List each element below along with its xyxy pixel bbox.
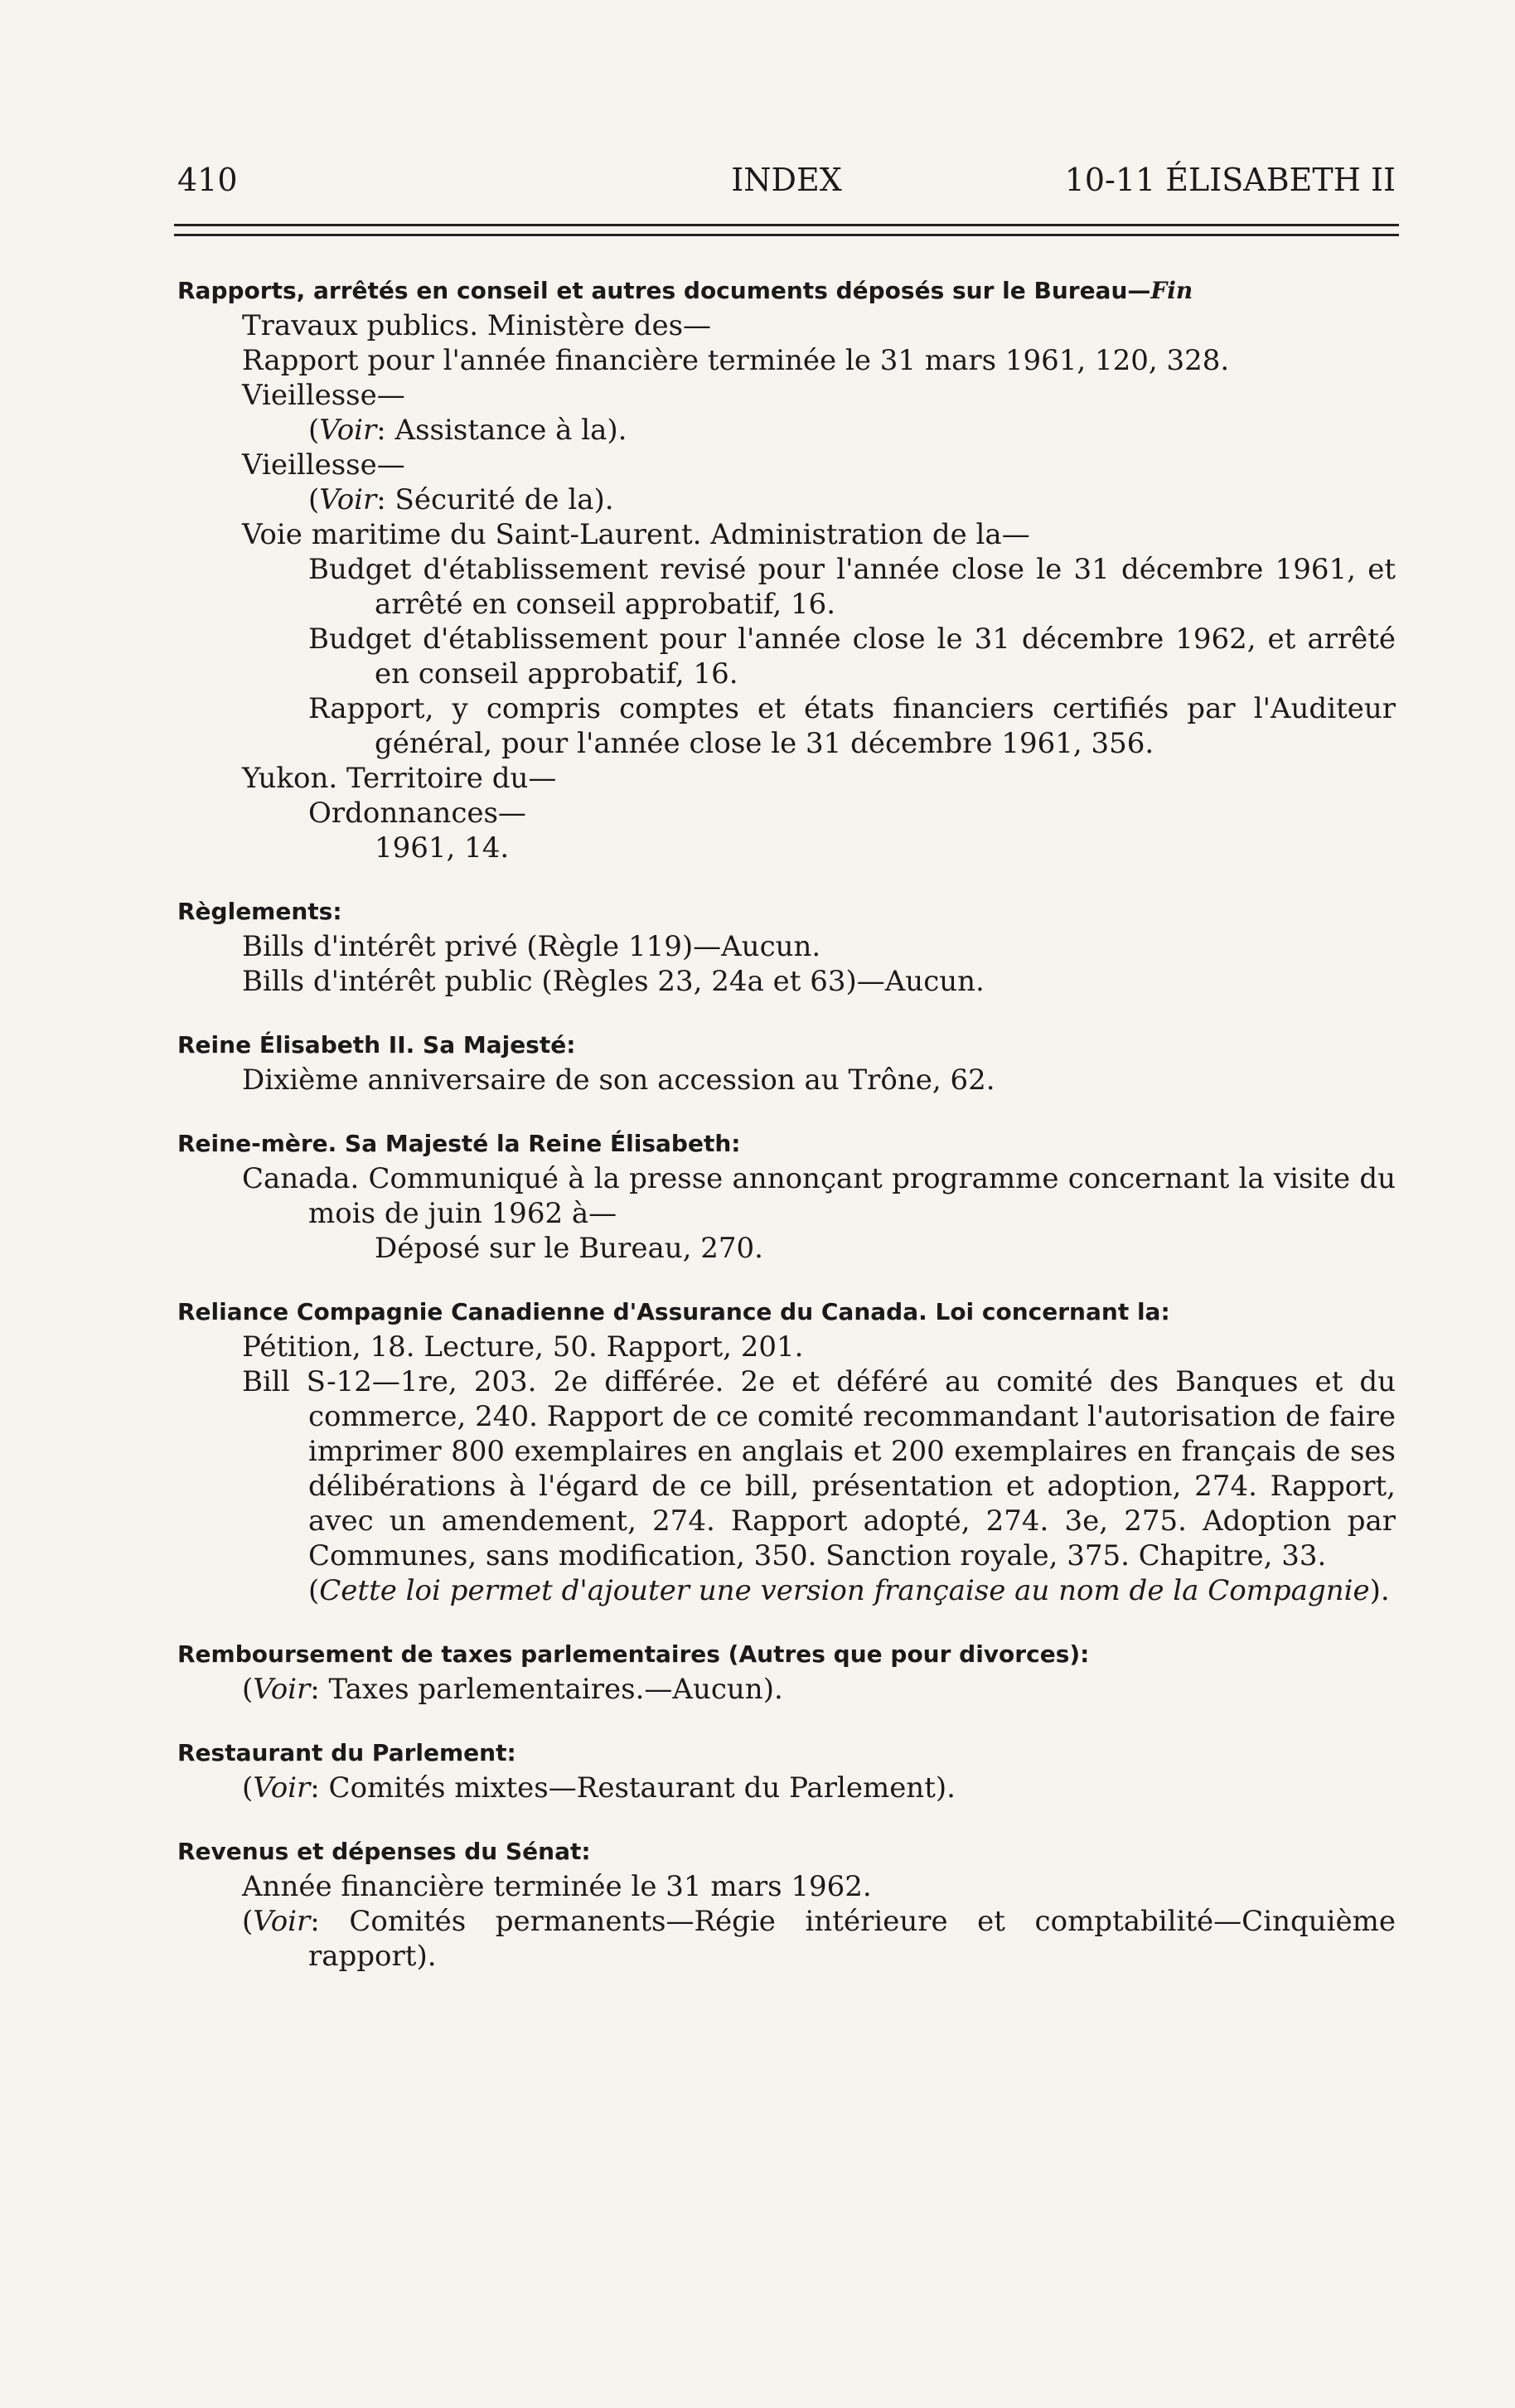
section-reine-mere [177,1126,1396,1266]
section-heading: Reine-mère. Sa Majesté la Reine Élisabeth: [177,1130,741,1157]
running-header [177,162,1396,203]
section-heading: Rapports, arrêtés en conseil et autres documents déposés sur le Bureau—Fin [177,277,1193,304]
index-entry: Pétition, 18. Lecture, 50. Rapport, 201. [242,1330,804,1364]
index-subentry: 1961, 14. [375,831,510,865]
section-heading: Reliance Compagnie Canadienne d'Assurance du Canada. Loi concernant la: [177,1298,1170,1325]
index-subentry: Budget d'établissement revisé pour l'année close le 31 décembre 1961, et arrêté en conseil approbatif, 16. [308,553,1396,621]
section-reliance [177,1295,1396,1608]
index-entry: Travaux publics. Ministère des— [242,309,712,342]
cross-reference: (Voir: Comités mixtes—Restaurant du Parlement). [242,1771,956,1805]
header-rule-top [174,224,1399,226]
index-subentry: Rapport pour l'année financière terminée le 31 mars 1961, 120, 328. [242,344,1230,377]
section-rapports [177,274,1396,865]
section-heading: Remboursement de taxes parlementaires (Autres que pour divorces): [177,1640,1090,1668]
section-reglements [177,894,1396,999]
section-heading: Revenus et dépenses du Sénat: [177,1838,591,1865]
header-volume: 10-11 ÉLISABETH II [1064,162,1396,198]
section-restaurant [177,1736,1396,1805]
page-number: 410 [177,162,238,198]
index-entry: Bills d'intérêt privé (Règle 119)—Aucun. [242,930,821,963]
index-entry: Canada. Communiqué à la presse annonçant programme concernant la visite du mois de juin 1962 à— [242,1162,1396,1230]
section-revenus [177,1834,1396,1974]
index-entry: Vieillesse— [242,448,405,482]
index-content [177,264,1396,1974]
index-subentry: Rapport, y compris comptes et états financiers certifiés par l'Auditeur général, pour l'année close le 31 décembre 1961, 356. [308,692,1396,760]
index-entry: Yukon. Territoire du— [242,762,557,795]
index-subentry: Budget d'établissement pour l'année close le 31 décembre 1962, et arrêté en conseil approbatif, 16. [308,623,1396,690]
index-entry: Dixième anniversaire de son accession au Trône, 62. [242,1063,995,1097]
index-entry: Bills d'intérêt public (Règles 23, 24a et 63)—Aucun. [242,965,985,998]
header-title: INDEX [731,162,842,198]
index-subentry: Ordonnances— [308,797,526,830]
header-rule-bottom [174,234,1399,236]
index-entry: Vieillesse— [242,379,405,412]
section-reine-elisabeth [177,1028,1396,1097]
cross-reference: (Voir: Sécurité de la). [308,483,614,516]
section-heading: Reine Élisabeth II. Sa Majesté: [177,1031,576,1059]
cross-reference: (Voir: Comités permanents—Régie intérieure et comptabilité—Cinquième rapport). [242,1905,1396,1973]
cross-reference: (Voir: Taxes parlementaires.—Aucun). [242,1673,783,1706]
section-heading: Règlements: [177,898,342,925]
index-subentry: Déposé sur le Bureau, 270. [375,1232,763,1265]
index-note: (Cette loi permet d'ajouter une version française au nom de la Compagnie). [308,1574,1390,1607]
cross-reference: (Voir: Assistance à la). [308,414,627,447]
section-remboursement [177,1637,1396,1707]
index-entry: Année financière terminée le 31 mars 1962. [242,1870,872,1903]
index-entry: Voie maritime du Saint-Laurent. Administration de la— [242,518,1030,551]
section-heading: Restaurant du Parlement: [177,1739,516,1766]
index-entry: Bill S-12—1re, 203. 2e différée. 2e et déféré au comité des Banques et du commerce, 240. Rapport de ce comité recommandant l'autorisation de faire imprimer 800 exemplaires en anglais et 200 exemplaires en français de ses délibérations à l'égard de ce bill, présentation et adoption, 274. Rapport, avec un amendement, 274. Rapport adopté, 274. 3e, 275. Adoption par Communes, sans modification, 350. Sanction royale, 375. Chapitre, 33. [242,1365,1396,1572]
